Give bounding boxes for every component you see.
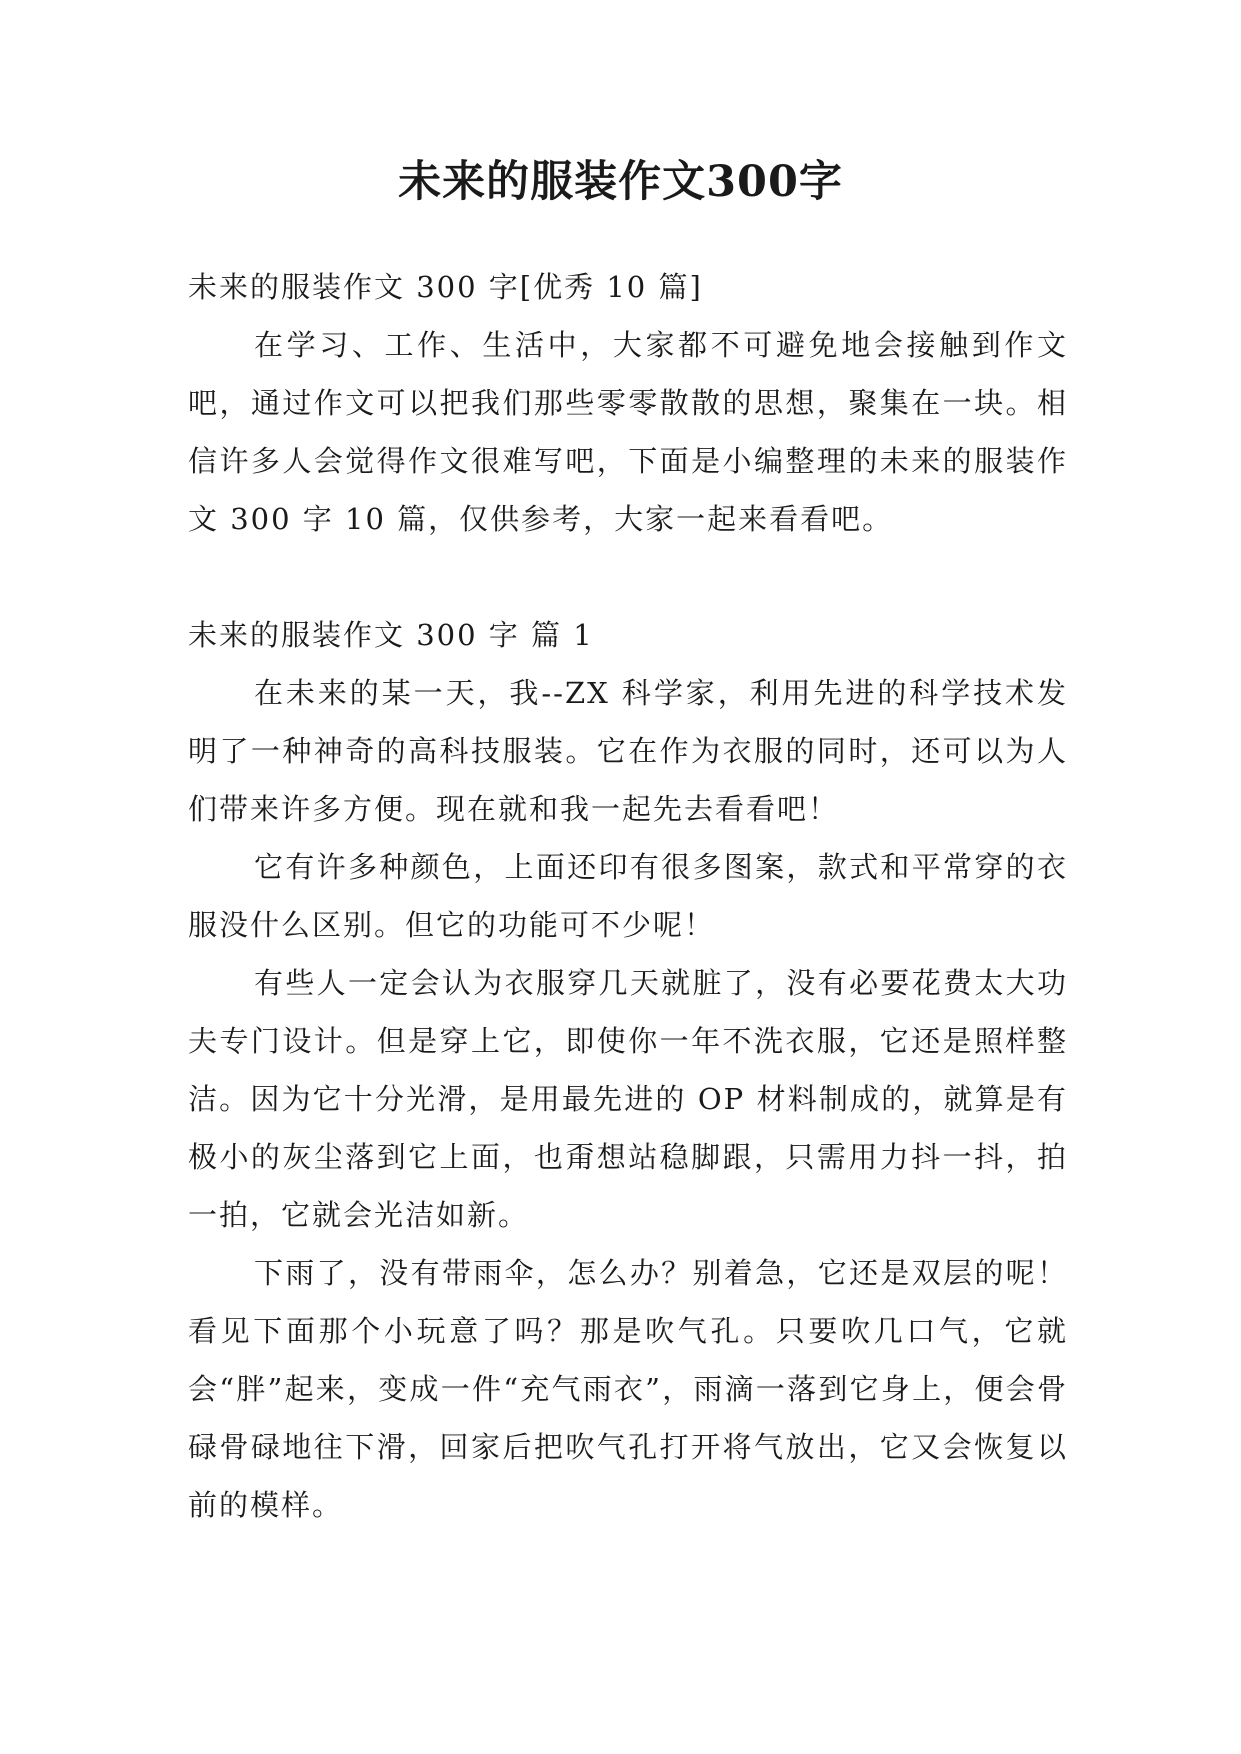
document-subtitle: 未来的服装作文 300 字[优秀 10 篇] — [188, 270, 703, 304]
section-paragraph-3: 有些人一定会认为衣服穿几天就脏了，没有必要花费太大功夫专门设计。但是穿上它，即使你一年不洗衣服，它还是照样整洁。因为它十分光滑，是用最先进的 OP 材料制成的，就算是有极小的灰尘落到它上面，也甭想站稳脚跟，只需用力抖一抖，拍一拍，它就会光洁如新。 — [188, 966, 1068, 1232]
intro-paragraph: 在学习、工作、生活中，大家都不可避免地会接触到作文吧，通过作文可以把我们那些零零散散的思想，聚集在一块。相信许多人会觉得作文很难写吧，下面是小编整理的未来的服装作文 300 字 10 篇，仅供参考，大家一起来看看吧。 — [188, 328, 1068, 536]
section-paragraph-2: 它有许多种颜色，上面还印有很多图案，款式和平常穿的衣服没什么区别。但它的功能可不少呢！ — [188, 850, 1068, 942]
section-heading: 未来的服装作文 300 字 篇 1 — [188, 618, 594, 652]
section-paragraph-1: 在未来的某一天，我--ZX 科学家，利用先进的科学技术发明了一种神奇的高科技服装。它在作为衣服的同时，还可以为人们带来许多方便。现在就和我一起先去看看吧！ — [188, 676, 1068, 826]
document-title: 未来的服装作文300字 — [398, 157, 843, 207]
section-paragraph-4: 下雨了，没有带雨伞，怎么办？别着急，它还是双层的呢！看见下面那个小玩意了吗？那是吹气孔。只要吹几口气，它就会“胖”起来，变成一件“充气雨衣”，雨滴一落到它身上，便会骨碌骨碌地往下滑，回家后把吹气孔打开将气放出，它又会恢复以前的模样。 — [188, 1256, 1068, 1522]
section-gap — [188, 548, 1068, 606]
document-body — [188, 258, 1068, 1534]
